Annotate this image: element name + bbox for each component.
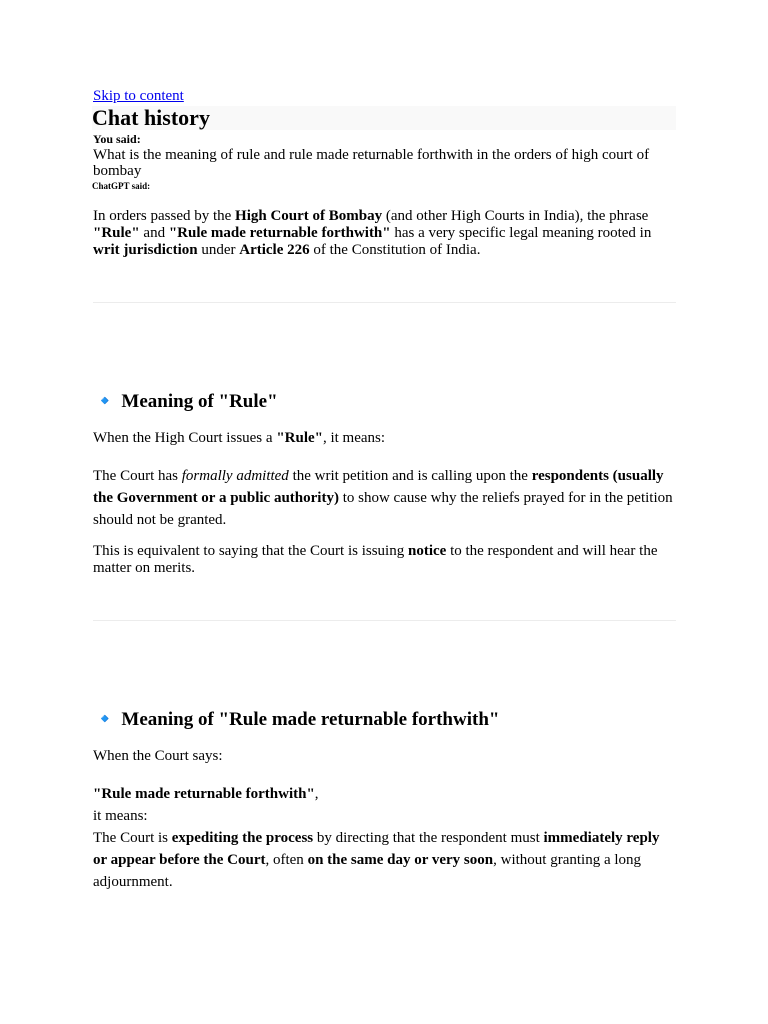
user-question: What is the meaning of rule and rule made returnable forthwith in the orders of high court of bombay bbox=[93, 147, 650, 179]
rule-intro-paragraph: When the High Court issues a "Rule", it means: bbox=[93, 430, 386, 446]
section-heading-rule: 🔹 Meaning of "Rule" bbox=[93, 390, 278, 412]
user-message-label: You said: bbox=[93, 132, 141, 146]
diamond-bullet-icon: 🔹 bbox=[93, 708, 117, 730]
rule-explanation-paragraph: The Court has formally admitted the writ petition and is calling upon the respondents (usually the Government or a public authority) to show cause why the reliefs prayed for in the petition should not be granted. bbox=[93, 468, 673, 528]
rule-notice-paragraph: This is equivalent to saying that the Court is issuing notice to the respondent and will hear the matter on merits. bbox=[93, 543, 658, 576]
forthwith-intro-paragraph: When the Court says: bbox=[93, 748, 223, 764]
section-divider bbox=[93, 302, 676, 303]
chat-page bbox=[93, 86, 676, 893]
skip-to-content-link[interactable]: Skip to content bbox=[93, 88, 184, 104]
assistant-message-label: ChatGPT said: bbox=[92, 181, 151, 191]
section-divider bbox=[93, 620, 676, 621]
diamond-bullet-icon: 🔹 bbox=[93, 390, 117, 412]
chat-history-header bbox=[92, 106, 676, 130]
section-heading-returnable-forthwith: 🔹 Meaning of "Rule made returnable forthwith" bbox=[93, 708, 500, 730]
answer-intro: In orders passed by the High Court of Bombay (and other High Courts in India), the phrase "Rule" and "Rule made returnable forthwith" has a very specific legal meaning rooted in writ jurisdiction under Article 226 of the Constitution of India. bbox=[93, 208, 652, 258]
chat-history-title: Chat history bbox=[92, 105, 210, 130]
forthwith-explanation-paragraph: "Rule made returnable forthwith", it means: The Court is expediting the process by directing that the respondent must immediately reply or appear before the Court, often on the same day or very soon, without granting a long adjournment. bbox=[93, 786, 660, 890]
